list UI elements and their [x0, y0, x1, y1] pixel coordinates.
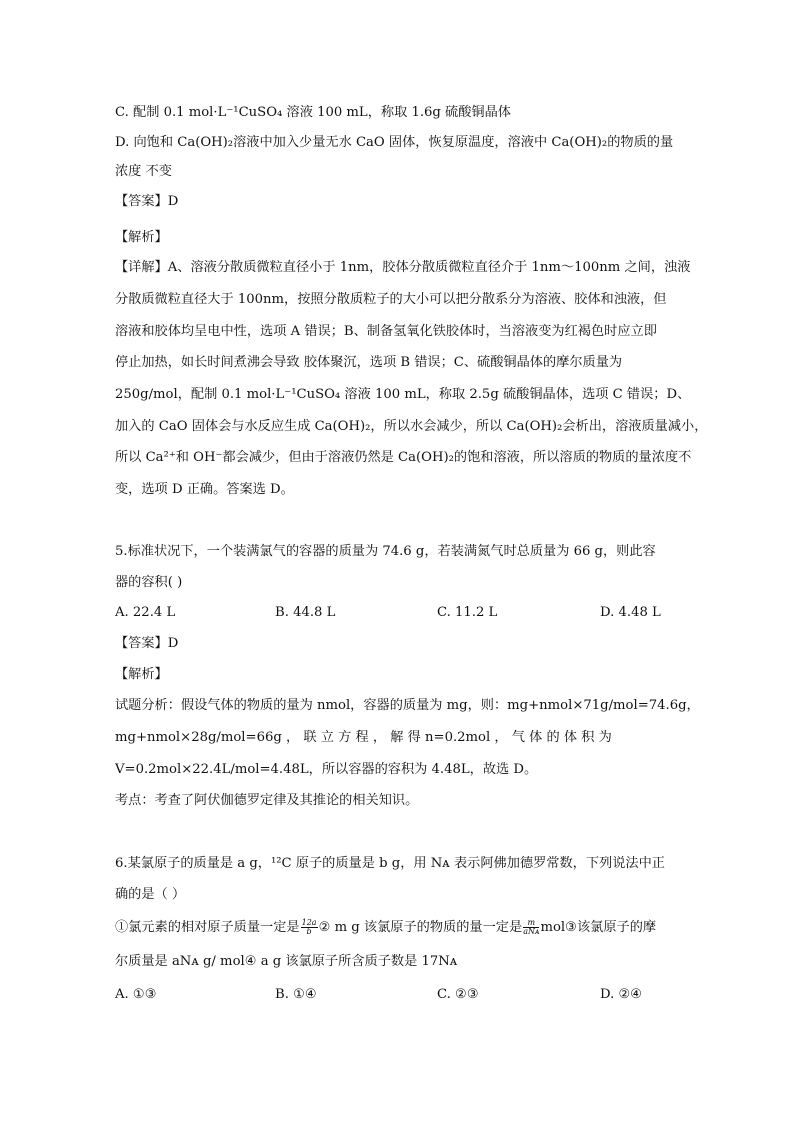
q6-option-d: D. ②④: [600, 987, 643, 1002]
q5-analysis-line: mg+nmol×28g/mol=66g ， 联 立 方 程 ， 解 得 n=0.2mol ， 气 体 的 体 积 为: [115, 730, 612, 745]
q6-statement-1-text: ①氯元素的相对原子质量一定是: [115, 920, 300, 935]
q6-option-c: C. ②③: [437, 987, 479, 1002]
q6-statements-line1: [115, 919, 656, 937]
q6-stem-line2: 确的是（ ）: [115, 887, 186, 902]
q4-detail-line: 【详解】A、溶液分散质微粒直径小于 1nm，胶体分散质微粒直径介于 1nm～100nm 之间，浊液: [115, 260, 691, 275]
q4-option-d-line1: D. 向饱和 Ca(OH)₂溶液中加入少量无水 CaO 固体，恢复原温度，溶液中 Ca(OH)₂的物质的量: [115, 135, 674, 150]
q6-statement-3-text: mol③该氯原子的摩: [540, 920, 657, 935]
q6-stem-line1: 6.某氯原子的质量是 a g，¹²C 原子的质量是 b g，用 Nᴀ 表示阿佛加德罗常数，下列说法中正: [115, 856, 665, 871]
q4-detail-line: 分散质微粒直径大于 100nm，按照分散质粒子的大小可以把分散系分为溶液、胶体和浊液，但: [115, 292, 667, 307]
q4-detail-line: 变，选项 D 正确。答案选 D。: [115, 482, 294, 497]
q4-option-c: C. 配制 0.1 mol·L⁻¹CuSO₄ 溶液 100 mL，称取 1.6g 硫酸铜晶体: [115, 105, 511, 120]
q6-statements-line2: 尔质量是 aNᴀ g/ mol④ a g 该氯原子所含质子数是 17Nᴀ: [115, 954, 458, 969]
q4-detail-line: 250g/mol，配制 0.1 mol·L⁻¹CuSO₄ 溶液 100 mL，称取 2.5g 硫酸铜晶体，选项 C 错误；D、: [115, 387, 691, 402]
q5-stem-line1: 5.标准状况下，一个装满氯气的容器的质量为 74.6 g，若装满氮气时总质量为 66 g，则此容: [115, 544, 656, 559]
q4-detail-line: 加入的 CaO 固体会与水反应生成 Ca(OH)₂，所以水会减少，所以 Ca(OH)₂会析出，溶液质量减小，: [115, 419, 708, 434]
q4-answer: 【答案】D: [115, 194, 179, 209]
q6-option-b: B. ①④: [275, 987, 317, 1002]
q5-analysis-line: 试题分析：假设气体的物质的量为 nmol，容器的质量为 mg，则：mg+nmol×71g/mol=74.6g，: [115, 698, 700, 713]
q4-detail-line: 停止加热，如长时间煮沸会导致 胶体聚沉，选项 B 错误；C、硫酸铜晶体的摩尔质量为: [115, 355, 623, 370]
fraction-m-over-aNA: $\frac{m}{\text{aNᴀ}}$: [523, 918, 540, 936]
q4-option-d-line2: 浓度 不变: [115, 164, 172, 179]
q5-stem-line2: 器的容积( ): [115, 575, 183, 590]
q5-analysis-line: V=0.2mol×22.4L/mol=4.48L，所以容器的容积为 4.48L，故选 D。: [115, 762, 538, 777]
q4-analysis-heading: 【解析】: [115, 230, 168, 245]
q4-detail-line: 溶液和胶体均呈电中性，选项 A 错误；B、制备氢氧化铁胶体时，当溶液变为红褐色时应立即: [115, 324, 657, 339]
q6-statement-2-text: ② m g 该氯原子的物质的量一定是: [318, 920, 523, 935]
fraction-12a-over-b: $\frac{12a}{b}$: [301, 918, 317, 936]
q6-option-a: A. ①③: [115, 987, 157, 1002]
q4-detail-line: 所以 Ca²⁺和 OH⁻都会减少，但由于溶液仍然是 Ca(OH)₂的饱和溶液，所以溶质的物质的量浓度不: [115, 450, 692, 465]
q5-knowledge-point: 考点：考查了阿伏伽德罗定律及其推论的相关知识。: [115, 793, 419, 808]
q5-option-c: C. 11.2 L: [437, 605, 498, 620]
q5-option-b: B. 44.8 L: [275, 605, 336, 620]
q5-option-a: A. 22.4 L: [115, 605, 176, 620]
q5-analysis-heading: 【解析】: [115, 667, 168, 682]
q5-answer: 【答案】D: [115, 636, 179, 651]
q5-option-d: D. 4.48 L: [600, 605, 661, 620]
